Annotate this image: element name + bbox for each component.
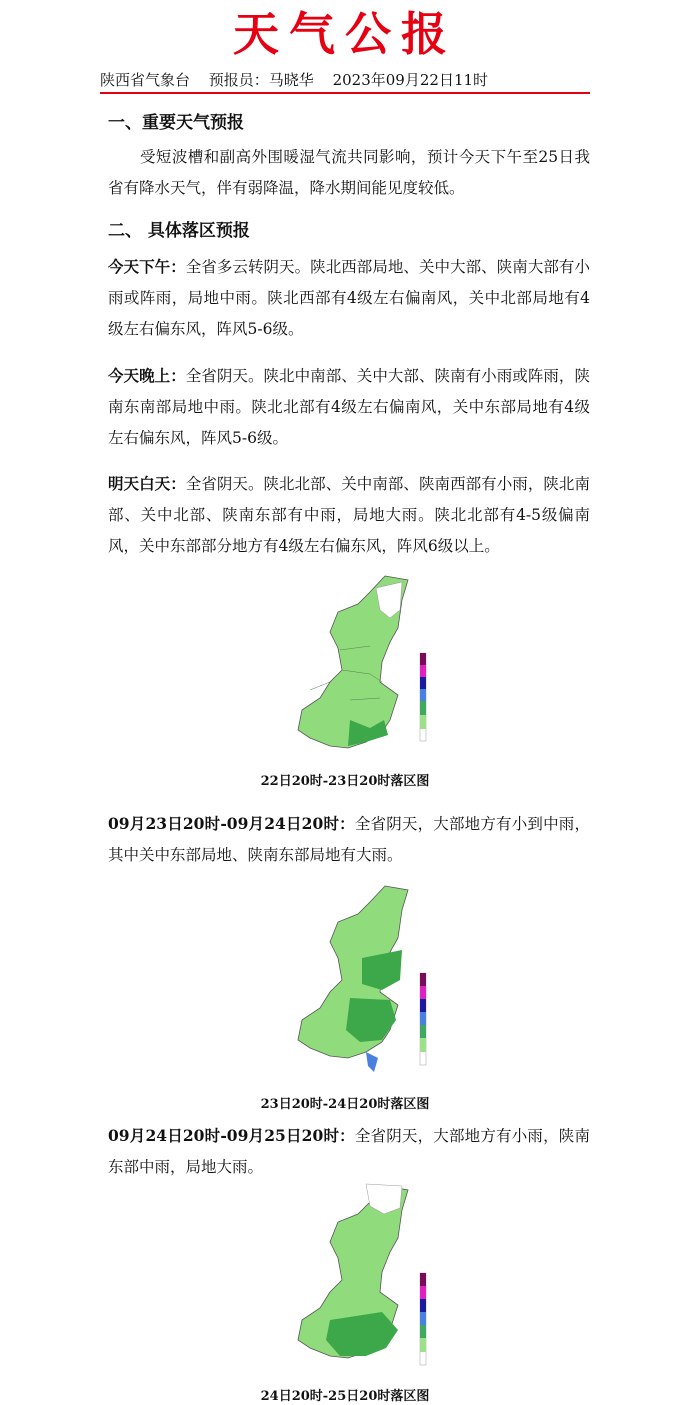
forecast-evening-text: 全省阴天。陕北中南部、关中大部、陕南有小雨或阵雨，陕南东南部局地中雨。陕北北部有4级左右偏南风，关中东部局地有4级左右偏东风，阵风5-6级。: [108, 367, 590, 447]
forecast-day3: [108, 1120, 590, 1183]
forecast-day2-lead: 09月23日20时-09月24日20时：: [108, 814, 355, 833]
rain-map-1: [290, 570, 440, 760]
forecast-evening: [108, 360, 590, 454]
forecast-day3-text: 全省阴天，大部地方有小雨，陕南东部中雨，局地大雨。: [108, 1127, 590, 1176]
legend-3: [420, 1273, 426, 1365]
legend-1: [420, 653, 426, 741]
bulletin-header: [100, 71, 588, 89]
forecast-tomorrow-lead: 明天白天：: [108, 474, 186, 493]
forecast-day2-text: 全省阴天，大部地方有小到中雨，其中关中东部局地、陕南东部局地有大雨。: [108, 815, 590, 864]
bulletin-title: 天气公报: [233, 7, 457, 61]
header-divider: [100, 92, 590, 94]
section1-text: 受短波槽和副高外围暖湿气流共同影响，预计今天下午至25日我省有降水天气，伴有弱降温，降水期间能见度较低。: [108, 148, 590, 197]
map3-caption: 24日20时-25日20时落区图: [260, 1389, 430, 1404]
forecast-day2: [108, 808, 590, 871]
forecast-tomorrow-text: 全省阴天。陕北北部、关中南部、陕南西部有小雨，陕北南部、关中北部、陕南东部有中雨，局地大雨。陕北北部有4-5级偏南风，关中东部部分地方有4级左右偏东风，阵风6级以上。: [108, 475, 590, 555]
map1-caption: 22日20时-23日20时落区图: [260, 774, 430, 789]
section2-heading: 二、 具体落区预报: [108, 221, 250, 241]
rain-map-3: [290, 1180, 440, 1380]
forecast-tomorrow: [108, 468, 590, 562]
issuing-org: 陕西省气象台: [100, 71, 191, 89]
legend-2: [420, 973, 426, 1065]
rain-map-2: [290, 880, 440, 1085]
forecast-evening-lead: 今天晚上：: [108, 366, 186, 385]
section1-heading: 一、重要天气预报: [108, 113, 244, 133]
forecaster: 预报员：马晓华: [208, 71, 314, 89]
forecast-afternoon: [108, 251, 590, 345]
forecast-afternoon-text: 全省多云转阴天。陕北西部局地、关中大部、陕南大部有小雨或阵雨，局地中雨。陕北西部有4级左右偏南风，关中北部局地有4级左右偏东风，阵风5-6级。: [108, 258, 590, 338]
forecast-day3-lead: 09月24日20时-09月25日20时：: [108, 1126, 355, 1145]
issue-time: 2023年09月22日11时: [332, 71, 489, 89]
forecast-afternoon-lead: 今天下午：: [108, 257, 186, 276]
map2-caption: 23日20时-24日20时落区图: [260, 1097, 430, 1112]
